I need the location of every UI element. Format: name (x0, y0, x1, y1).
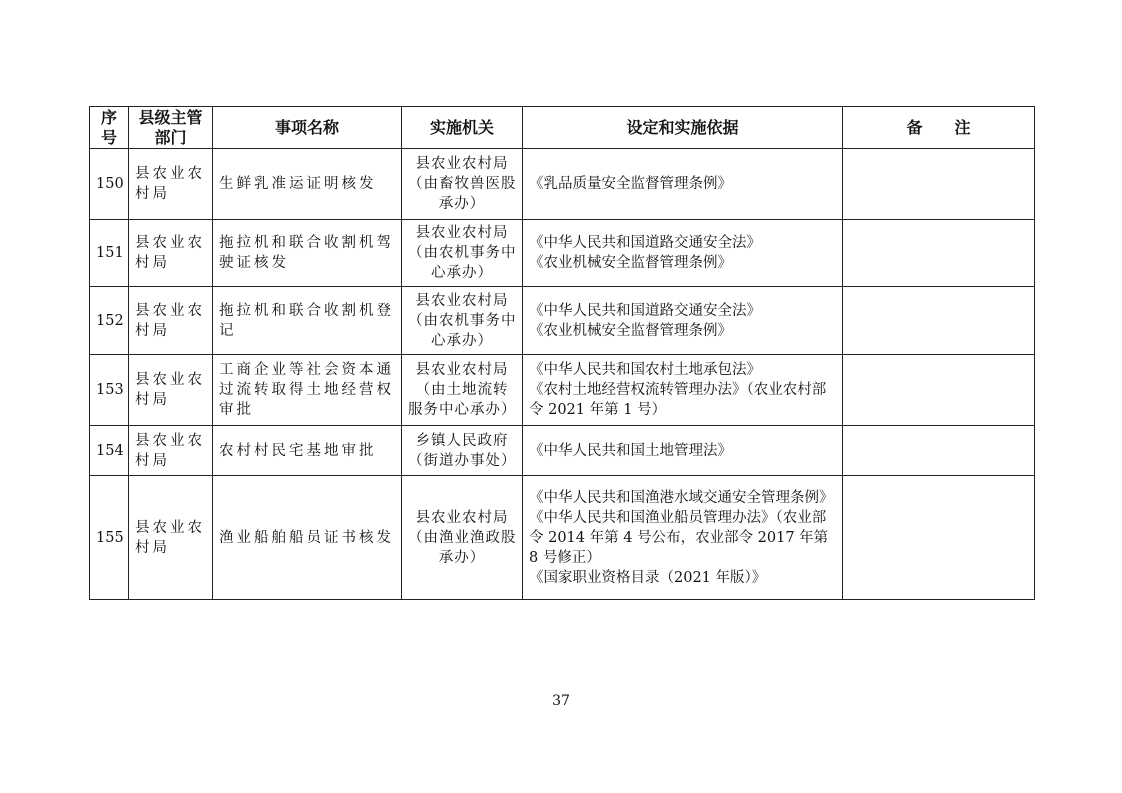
basis-line: 《中华人民共和国道路交通安全法》 (529, 302, 761, 319)
row-note (843, 355, 1035, 426)
table-header-row (90, 107, 1035, 149)
row-number: 150 (90, 149, 129, 220)
table-row (90, 287, 1035, 355)
row-basis (523, 149, 843, 220)
org-line: （由渔业渔政股 (408, 529, 517, 546)
org-line: 服务中心承办） (408, 402, 517, 418)
row-note (843, 149, 1035, 220)
table-row (90, 220, 1035, 287)
header-org: 实施机关 (402, 107, 523, 149)
row-item-name: 农村村民宅基地审批 (213, 426, 402, 476)
row-dept: 县农业农村局 (129, 287, 213, 355)
org-line: 县农业农村局 (415, 292, 509, 309)
org-line: （由农机事务中 (408, 245, 517, 261)
basis-line: 《乳品质量安全监督管理条例》 (529, 176, 732, 192)
row-org (402, 355, 523, 426)
basis-line: 《中华人民共和国道路交通安全法》 (529, 235, 761, 251)
table-row (90, 476, 1035, 600)
row-number: 152 (90, 287, 129, 355)
org-line: （由畜牧兽医股 (408, 176, 517, 192)
row-note (843, 476, 1035, 600)
org-line: 承办） (438, 196, 486, 212)
row-item-name: 生鲜乳准运证明核发 (213, 149, 402, 220)
table-row (90, 149, 1035, 220)
basis-line: 《国家职业资格目录（2021 年版）》 (529, 569, 767, 586)
row-basis (523, 476, 843, 600)
basis-line: 《中华人民共和国土地管理法》 (529, 442, 732, 459)
org-line: 承办） (438, 549, 486, 566)
basis-line: 《中华人民共和国渔港水域交通安全管理条例》 (529, 489, 834, 506)
org-line: 县农业农村局 (415, 156, 509, 172)
row-number: 155 (90, 476, 129, 600)
table-row (90, 426, 1035, 476)
row-dept: 县农业农村局 (129, 426, 213, 476)
basis-line: 《农村土地经营权流转管理办法》（农业农村部令 2021 年第 1 号） (529, 382, 827, 418)
row-org (402, 426, 523, 476)
org-line: 县农业农村局 (415, 362, 509, 378)
row-note (843, 426, 1035, 476)
row-note (843, 220, 1035, 287)
row-basis (523, 426, 843, 476)
basis-line: 《中华人民共和国农村土地承包法》 (529, 362, 761, 378)
basis-line: 《农业机械安全监督管理条例》 (529, 255, 732, 271)
page-number: 37 (552, 693, 570, 709)
row-dept: 县农业农村局 (129, 149, 213, 220)
row-item-name: 渔业船舶船员证书核发 (213, 476, 402, 600)
org-line: （由土地流转 (415, 382, 509, 398)
row-dept: 县农业农村局 (129, 220, 213, 287)
row-note (843, 287, 1035, 355)
org-line: 心承办） (431, 265, 493, 281)
basis-line: 《农业机械安全监督管理条例》 (529, 322, 732, 339)
row-org (402, 220, 523, 287)
org-line: （街道办事处） (408, 452, 517, 469)
row-item-name: 拖拉机和联合收割机登记 (213, 287, 402, 355)
row-item-name: 工商企业等社会资本通过流转取得土地经营权审批 (213, 355, 402, 426)
row-basis (523, 287, 843, 355)
row-org (402, 287, 523, 355)
header-basis: 设定和实施依据 (523, 107, 843, 149)
header-item-name: 事项名称 (213, 107, 402, 149)
row-number: 151 (90, 220, 129, 287)
org-line: 县农业农村局 (415, 225, 509, 241)
row-basis (523, 355, 843, 426)
header-seq: 序号 (90, 107, 129, 149)
row-item-name: 拖拉机和联合收割机驾驶证核发 (213, 220, 402, 287)
row-basis (523, 220, 843, 287)
header-dept: 县级主管部门 (129, 107, 213, 149)
table-row (90, 355, 1035, 426)
row-dept: 县农业农村局 (129, 355, 213, 426)
row-number: 153 (90, 355, 129, 426)
row-org (402, 476, 523, 600)
org-line: 心承办） (431, 332, 493, 349)
header-note: 备 注 (843, 107, 1035, 149)
org-line: 县农业农村局 (415, 509, 509, 526)
items-table (89, 106, 1035, 600)
basis-line: 《中华人民共和国渔业船员管理办法》（农业部令 2014 年第 4 号公布，农业部令 2017 年第 8 号修正） (529, 509, 829, 566)
row-number: 154 (90, 426, 129, 476)
org-line: （由农机事务中 (408, 312, 517, 329)
org-line: 乡镇人民政府 (415, 432, 509, 449)
row-org (402, 149, 523, 220)
row-dept: 县农业农村局 (129, 476, 213, 600)
